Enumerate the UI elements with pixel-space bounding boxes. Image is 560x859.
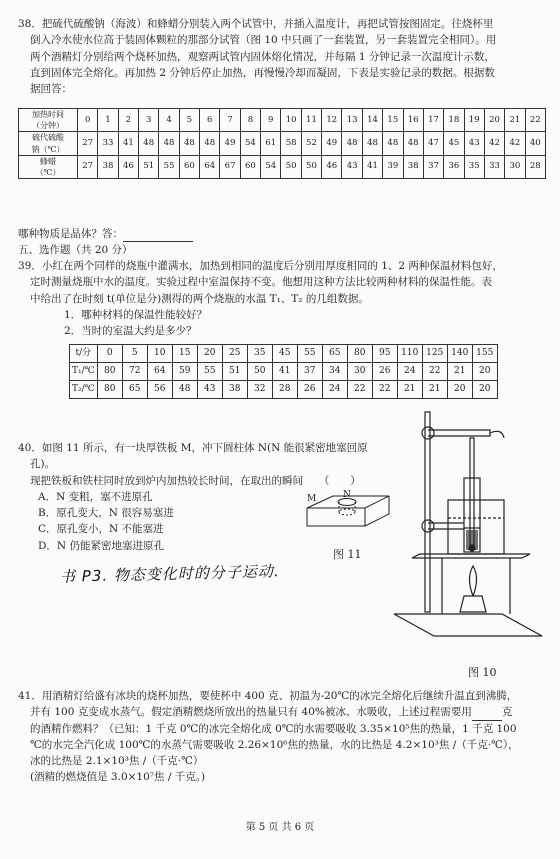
table-cell: 48	[139, 132, 159, 155]
table-cell: 56	[147, 381, 172, 399]
header-label: （分钟）	[32, 121, 64, 131]
table-cell: 1	[98, 109, 118, 132]
header-label: 钠（℃）	[31, 144, 65, 154]
table-cell: 49	[220, 132, 240, 155]
table-cell: 48	[403, 132, 423, 155]
table-cell: 0	[78, 109, 98, 132]
upper-clamp-arm	[428, 430, 490, 436]
table-cell: 43	[197, 381, 222, 399]
upper-clamp-boss	[422, 427, 434, 439]
table-cell: 15	[172, 345, 197, 363]
table-cell: 11	[301, 109, 321, 132]
row-header-time	[19, 109, 78, 132]
table-cell: 37	[423, 155, 443, 178]
table-cell: 38	[222, 381, 247, 399]
question-39	[18, 258, 546, 339]
table-row	[70, 381, 498, 399]
q39-line: 定时测量烧瓶中水的温度。实验过程中室温保持不变。他想用这种方法比较两种材料的保温性能。表	[30, 276, 492, 289]
header-label: 加热时间	[32, 110, 64, 119]
table-cell: 27	[78, 155, 98, 178]
table-cell: 10	[281, 109, 301, 132]
table-cell: 50	[247, 363, 272, 381]
table-cell: 5	[179, 109, 199, 132]
table-cell: 49	[322, 132, 342, 155]
question-38	[18, 16, 546, 97]
table-cell: 43	[342, 155, 362, 178]
q39-line: 中给出了在时刻 t(单位是分)测得的两个烧瓶的水温 T₁、T₂ 的几组数据。	[30, 292, 369, 305]
table-cell: 51	[139, 155, 159, 178]
q38-data-table	[18, 108, 546, 179]
table-cell: 26	[297, 381, 322, 399]
table-cell: 41	[362, 155, 382, 178]
table-cell: 80	[97, 381, 122, 399]
option-b: B．原孔变大，N 很容易塞进	[38, 507, 174, 520]
table-cell: 42	[484, 132, 504, 155]
plate-front	[307, 508, 365, 526]
table-cell: 54	[240, 132, 260, 155]
table-cell: 26	[372, 363, 397, 381]
row-header-sodium	[19, 132, 78, 155]
table-cell: 12	[322, 109, 342, 132]
table-cell: 95	[372, 345, 397, 363]
table-cell: 55	[159, 155, 179, 178]
table-cell: 22	[422, 363, 447, 381]
table-cell: 33	[484, 155, 504, 178]
table-cell: 40	[525, 132, 545, 155]
q41-unit: 克	[501, 706, 513, 719]
table-cell: 80	[97, 363, 122, 381]
table-cell: 45	[272, 345, 297, 363]
table-cell: 55	[297, 345, 322, 363]
alcohol-lamp	[460, 596, 486, 612]
ring-clamp-boss	[422, 520, 434, 532]
q38-line: 据回答：	[30, 83, 72, 96]
table-cell: 37	[297, 363, 322, 381]
table-cell: 28	[525, 155, 545, 178]
q41-line: 41．用酒精灯给盛有冰块的烧杯加热，要使杯中 400 克、初温为-20℃的冰完全熔化后继续升温直到沸腾，	[18, 690, 518, 702]
table-cell: 33	[98, 132, 118, 155]
table-cell: 38	[403, 155, 423, 178]
table-cell: 110	[397, 345, 422, 363]
table-cell: 41	[272, 363, 297, 381]
table-cell: 48	[159, 132, 179, 155]
table-cell: 55	[197, 363, 222, 381]
table-row	[70, 363, 498, 381]
answer-blank[interactable]	[123, 230, 193, 242]
table-row	[70, 345, 498, 363]
stand-rod	[425, 412, 430, 612]
table-cell: 20	[484, 109, 504, 132]
q38-line: 直到固体完全熔化。再加热 2 分钟后停止加热，再慢慢冷却而凝固，下表是实验记录的数据。根据数	[30, 66, 495, 79]
table-cell: 54	[261, 155, 281, 178]
table-cell: 61	[261, 132, 281, 155]
table-cell: 27	[78, 132, 98, 155]
table-cell: 50	[301, 155, 321, 178]
table-cell: 16	[403, 109, 423, 132]
fig10-caption: 图 10	[468, 666, 497, 679]
table-row	[19, 155, 546, 178]
table-cell: 34	[322, 363, 347, 381]
q41-line: 的酒精作燃料？（已知：1 千克 0℃的冰完全熔化成 0℃的水需要吸收 3.35×10⁵焦的热量，1 千克 100	[30, 722, 517, 735]
q39-sub-question: 1．哪种材料的保温性能较好？	[64, 308, 208, 321]
table-cell: 5	[122, 345, 147, 363]
table-cell: 10	[147, 345, 172, 363]
q39-line: 39．小红在两个同样的烧瓶中灌满水，加热到相同的温度后分别用厚度相同的 1、2 两种保温材料包好，	[18, 260, 503, 272]
q38-line: 38．把硫代硫酸钠（海波）和蜂蜡分别装入两个试管中，并插入温度计，再把试管按图固定。往烧杯里	[18, 18, 494, 30]
table-cell: 36	[444, 155, 464, 178]
q39-sub-question: 2．当时的室温大约是多少？	[64, 325, 197, 338]
table-cell: 60	[240, 155, 260, 178]
table-cell: 65	[122, 381, 147, 399]
table-cell: 17	[423, 109, 443, 132]
question-41	[18, 688, 546, 786]
option-d: D．N 仍能紧密地塞进原孔	[38, 539, 164, 552]
table-cell: 20	[197, 345, 222, 363]
q41-line: (酒精的燃烧值是 3.0×10⁷焦 / 千克。)	[30, 771, 206, 784]
table-cell: 8	[240, 109, 260, 132]
table-cell: 32	[247, 381, 272, 399]
q38-answer-line	[18, 226, 546, 242]
table-cell: 48	[383, 132, 403, 155]
table-cell: 48	[179, 132, 199, 155]
table-cell: 48	[172, 381, 197, 399]
table-cell: 39	[383, 155, 403, 178]
table-cell: 43	[464, 132, 484, 155]
cylinder-bottom	[339, 509, 355, 515]
row-header-wax	[19, 155, 78, 178]
fig11-label-n: N	[343, 490, 351, 500]
table-cell: 125	[422, 345, 447, 363]
table-cell: 20	[472, 363, 497, 381]
table-cell: 21	[422, 381, 447, 399]
table-cell: 58	[281, 132, 301, 155]
q39-data-table	[69, 344, 498, 399]
header-label: （℃）	[35, 167, 61, 177]
row-header: T₂/℃	[70, 381, 98, 399]
table-cell: 46	[322, 155, 342, 178]
table-cell: 4	[159, 109, 179, 132]
row-header: T₁/℃	[70, 363, 98, 381]
table-cell: 41	[118, 132, 138, 155]
table-cell: 20	[472, 381, 497, 399]
q38-question: 哪种物质是晶体？答：	[18, 228, 123, 240]
q38-line: 倒入冷水使水位高于装固体颗粒的那部分试管（图 10 中只画了一套装置，另一套装置完全相同）。用	[30, 34, 497, 47]
table-cell: 25	[222, 345, 247, 363]
q40-line: 现把铁板和铁柱同时放到炉内加热较长时间，在取出的瞬间 （ ）	[30, 474, 361, 487]
thermometer-bulb	[469, 545, 475, 551]
table-row	[19, 109, 546, 132]
table-cell: 35	[464, 155, 484, 178]
q40-line: 40．如图 11 所示，有一块厚铁板 M，冲下圆柱体 N(N 能很紧密地塞回原	[18, 442, 368, 454]
table-cell: 30	[347, 363, 372, 381]
table-cell: 48	[362, 132, 382, 155]
table-cell: 30	[505, 155, 525, 178]
section-title: 五、选作题（共 20 分）	[18, 244, 133, 256]
q41-text: 并有 100 克变成水蒸气。假定酒精燃烧所放出的热量只有 40%被冰、水吸收，上述过程需要用	[30, 706, 472, 719]
table-cell: 6	[200, 109, 220, 132]
table-cell: 0	[97, 345, 122, 363]
table-cell: 20	[447, 381, 472, 399]
table-cell: 21	[505, 109, 525, 132]
table-cell: 47	[423, 132, 443, 155]
plate-side	[365, 496, 389, 526]
table-cell: 48	[342, 132, 362, 155]
figure-10	[392, 408, 552, 658]
table-cell: 59	[172, 363, 197, 381]
table-cell: 51	[222, 363, 247, 381]
table-cell: 60	[179, 155, 199, 178]
table-cell: 35	[247, 345, 272, 363]
table-cell: 7	[220, 109, 240, 132]
table-cell: 3	[139, 109, 159, 132]
table-cell: 28	[272, 381, 297, 399]
table-cell: 13	[342, 109, 362, 132]
q41-line: 冰的比热是 2.1×10³焦 /（千克·℃）	[30, 755, 204, 768]
table-cell: 2	[118, 109, 138, 132]
table-cell: 48	[200, 132, 220, 155]
table-cell: 21	[447, 363, 472, 381]
table-cell: 19	[464, 109, 484, 132]
table-cell: 140	[447, 345, 472, 363]
table-cell: 24	[322, 381, 347, 399]
table-cell: 46	[118, 155, 138, 178]
table-cell: 65	[322, 345, 347, 363]
table-cell: 21	[397, 381, 422, 399]
table-cell: 38	[98, 155, 118, 178]
page-footer: 第 5 页 共 6 页	[245, 822, 315, 833]
handwritten-note: 书 P3. 物态变化时的分子运动.	[59, 562, 280, 586]
fig11-label-m: M	[307, 494, 317, 504]
row-header: t/分	[70, 345, 98, 363]
q38-line: 两个酒精灯分别给两个烧杯加热，观察两试管内固体熔化情况，并每隔 1 分钟记录一次温度计示数，	[30, 50, 495, 63]
table-cell: 24	[397, 363, 422, 381]
q41-line: ℃的水完全汽化成 100℃的水蒸气需要吸收 2.26×10⁶焦的热量，水的比热是 4.2×10³焦 /（千克·℃），	[30, 738, 519, 751]
table-cell: 9	[261, 109, 281, 132]
answer-blank[interactable]	[472, 709, 502, 721]
cylinder-edges	[339, 502, 355, 512]
header-label: 硫代硫酸	[32, 133, 64, 143]
fig11-caption: 图 11	[333, 548, 362, 561]
option-a: A．N 变粗，塞不进原孔	[38, 490, 153, 503]
table-cell: 64	[147, 363, 172, 381]
table-cell: 50	[281, 155, 301, 178]
table-cell: 18	[444, 109, 464, 132]
table-cell: 80	[347, 345, 372, 363]
q41-line	[18, 704, 546, 720]
q40-line: 孔)。	[30, 458, 56, 471]
table-cell: 42	[505, 132, 525, 155]
table-cell: 15	[383, 109, 403, 132]
table-cell: 64	[200, 155, 220, 178]
table-cell: 72	[122, 363, 147, 381]
table-cell: 22	[525, 109, 545, 132]
upper-clamp-jaw	[490, 431, 504, 438]
table-cell: 155	[472, 345, 497, 363]
table-cell: 22	[372, 381, 397, 399]
table-cell: 52	[301, 132, 321, 155]
option-c: C．原孔变小，N 不能塞进	[38, 523, 164, 536]
flame	[470, 566, 477, 596]
table-cell: 14	[362, 109, 382, 132]
table-cell: 45	[444, 132, 464, 155]
table-row	[19, 132, 546, 155]
table-cell: 67	[220, 155, 240, 178]
table-cell: 22	[347, 381, 372, 399]
header-label: 蜂蜡	[40, 156, 56, 166]
stand-base	[394, 614, 542, 636]
